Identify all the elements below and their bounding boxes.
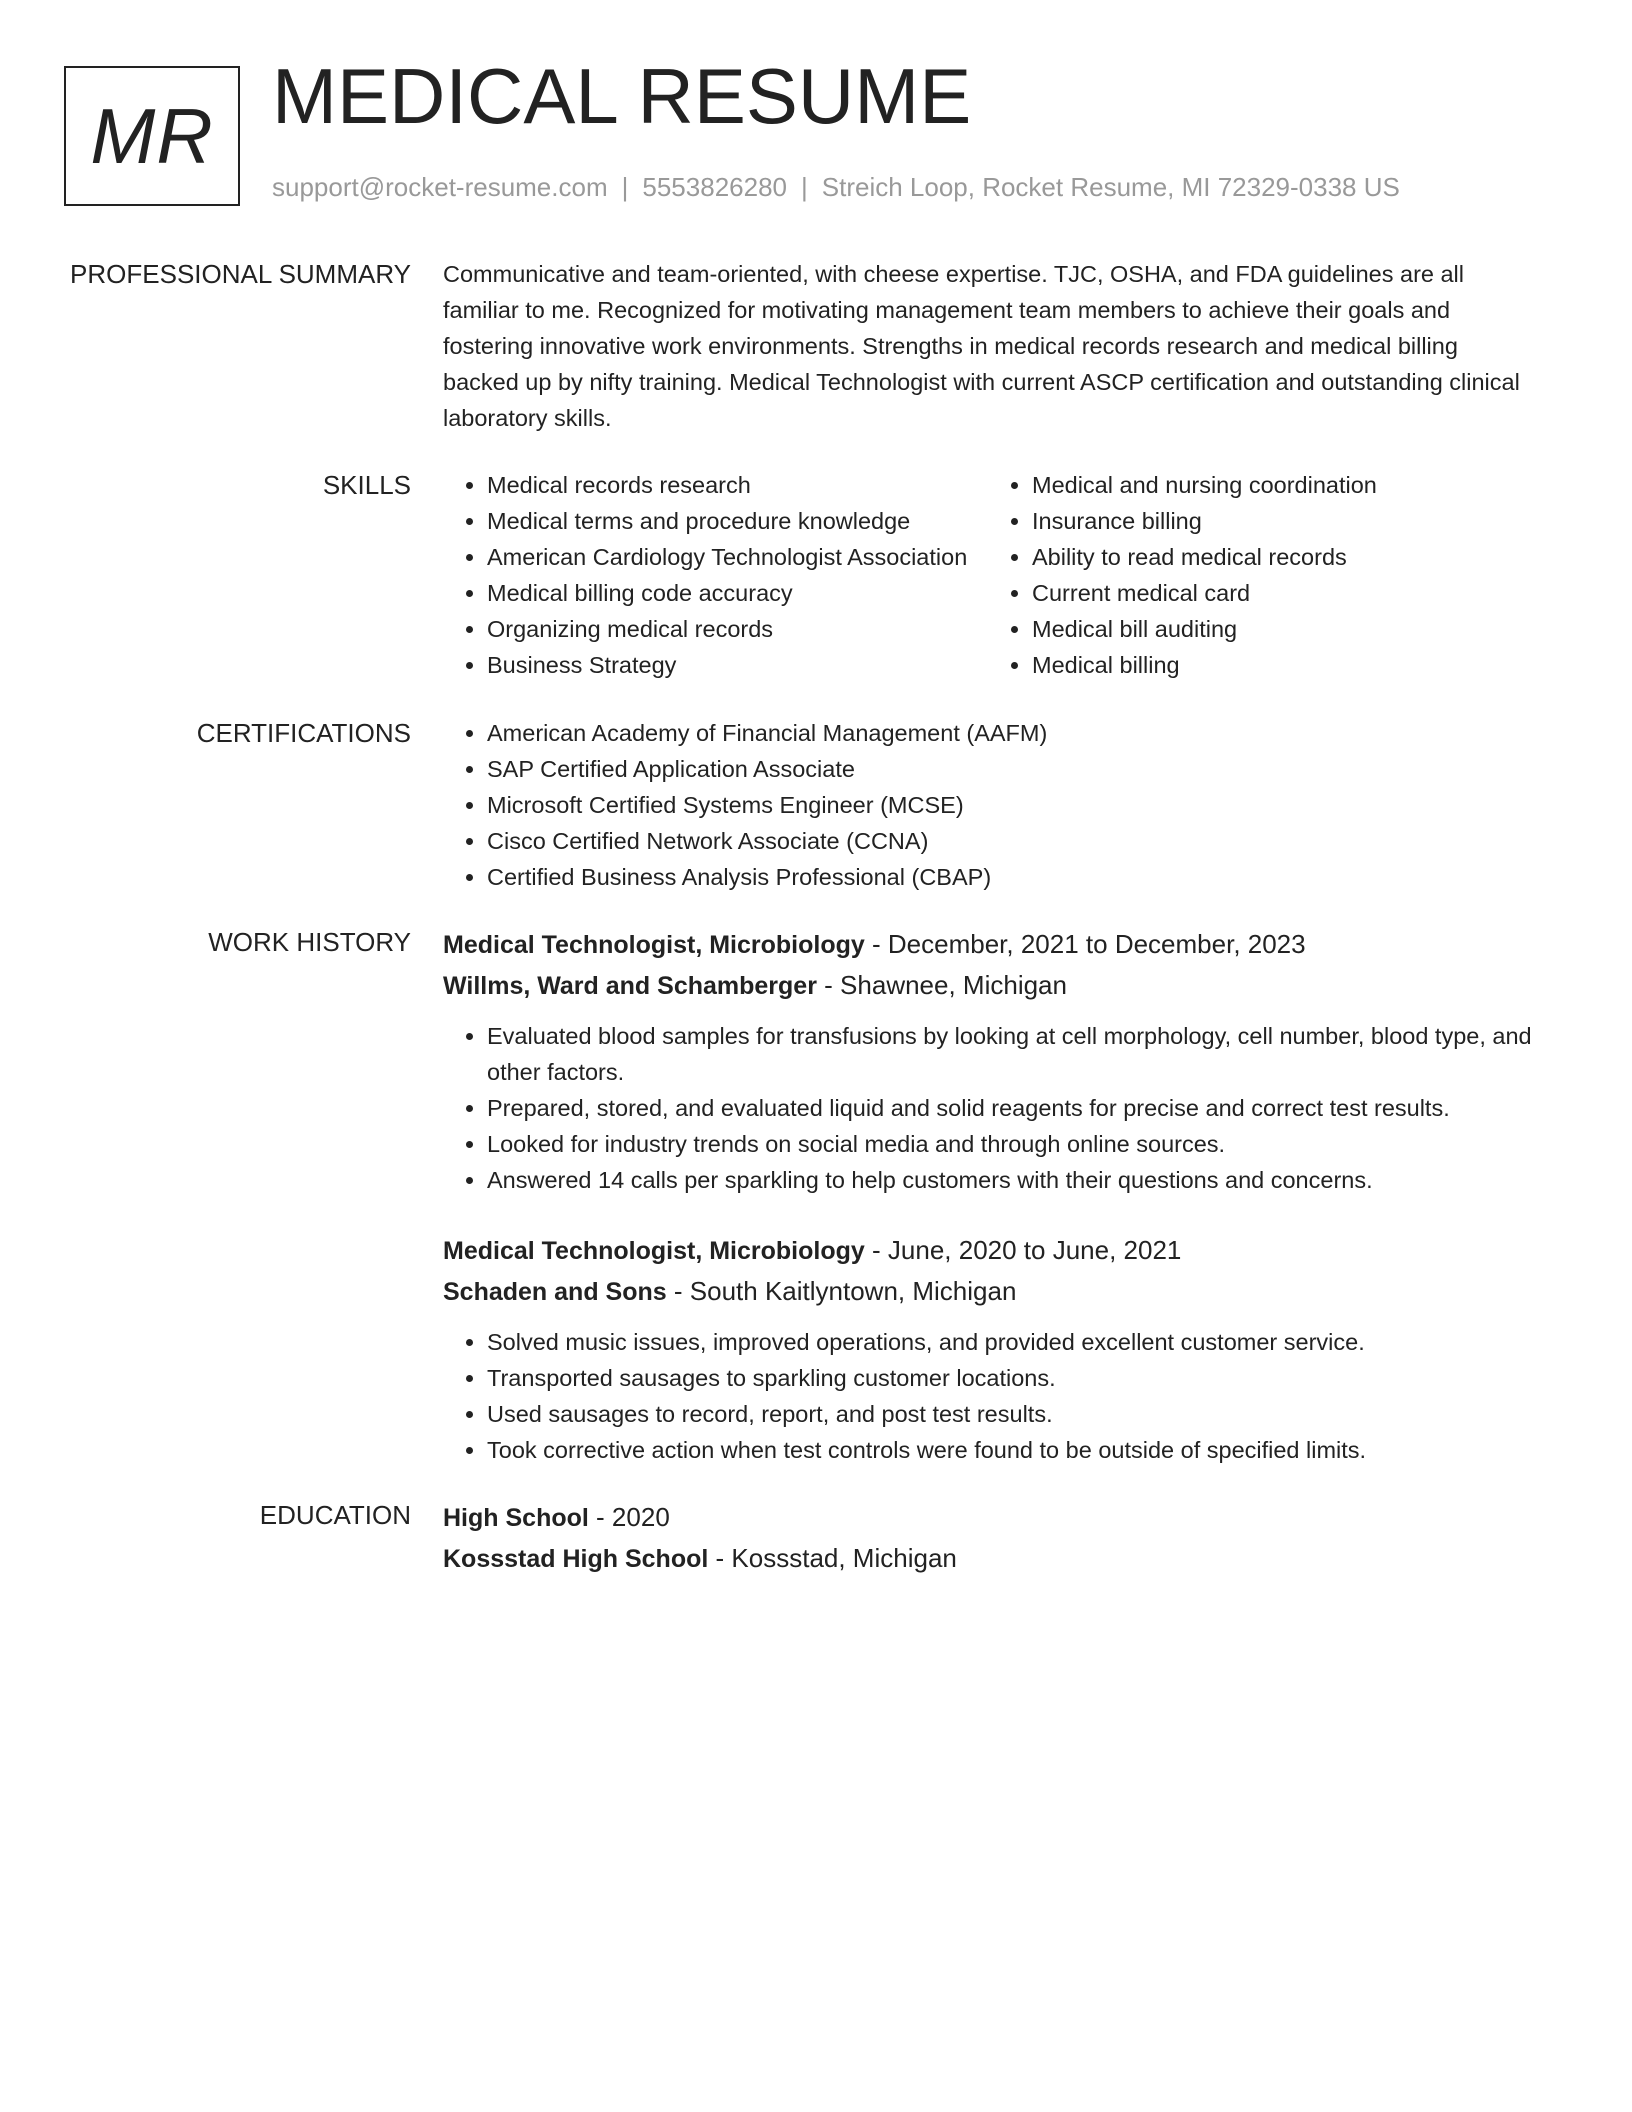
- skill-item: • Medical billing: [1032, 647, 1488, 683]
- certification-item: • American Academy of Financial Management (AAFM): [487, 715, 1543, 751]
- work-history-content: [443, 924, 1543, 1468]
- job-bullet-list: [443, 1324, 1543, 1468]
- job-dates: - December, 2021 to December, 2023: [864, 929, 1306, 959]
- skill-item: • Ability to read medical records: [1032, 539, 1488, 575]
- job-title: Medical Technologist, Microbiology: [443, 931, 865, 959]
- skill-item: • Medical records research: [487, 467, 988, 503]
- job-title-line: [443, 924, 1543, 965]
- job-company-line: [443, 1271, 1543, 1312]
- job-entry: [443, 1230, 1543, 1468]
- section-label-work-history: WORK HISTORY: [208, 927, 411, 957]
- job-location: - South Kaitlyntown, Michigan: [666, 1276, 1017, 1306]
- education-school-line: [443, 1538, 1543, 1579]
- certification-item: • SAP Certified Application Associate: [487, 751, 1543, 787]
- monogram-box: [64, 66, 240, 206]
- skills-list-right: [988, 467, 1488, 683]
- certification-item: • Certified Business Analysis Professional (CBAP): [487, 859, 1543, 895]
- skill-item: • Organizing medical records: [487, 611, 988, 647]
- education-degree-line: [443, 1497, 1543, 1538]
- education-year: - 2020: [588, 1502, 670, 1532]
- skill-item: • Current medical card: [1032, 575, 1488, 611]
- skill-item: • Medical terms and procedure knowledge: [487, 503, 988, 539]
- certifications-content: [443, 715, 1543, 895]
- contact-address: Streich Loop, Rocket Resume, MI 72329-0338 US: [821, 172, 1400, 202]
- skills-columns: [443, 467, 1543, 683]
- job-bullet: • Solved music issues, improved operations, and provided excellent customer service.: [487, 1324, 1543, 1360]
- section-label-summary: PROFESSIONAL SUMMARY: [70, 259, 411, 289]
- certification-item: • Cisco Certified Network Associate (CCNA): [487, 823, 1543, 859]
- certification-item: • Microsoft Certified Systems Engineer (MCSE): [487, 787, 1543, 823]
- job-company: Schaden and Sons: [443, 1278, 667, 1306]
- skill-item: • Insurance billing: [1032, 503, 1488, 539]
- skill-item: • Medical bill auditing: [1032, 611, 1488, 647]
- section-label-skills: SKILLS: [322, 470, 411, 500]
- skill-item: • Medical and nursing coordination: [1032, 467, 1488, 503]
- job-bullet: • Prepared, stored, and evaluated liquid and solid reagents for precise and correct test results.: [487, 1090, 1543, 1126]
- contact-email[interactable]: support@rocket-resume.com: [272, 172, 608, 202]
- skills-list-left: [443, 467, 988, 683]
- skill-item: • American Cardiology Technologist Association: [487, 539, 988, 575]
- job-bullet: • Used sausages to record, report, and post test results.: [487, 1396, 1543, 1432]
- monogram-initials: MR: [90, 91, 214, 180]
- job-bullet: • Looked for industry trends on social media and through online sources.: [487, 1126, 1543, 1162]
- certifications-list: [443, 715, 1543, 895]
- job-company: Willms, Ward and Schamberger: [443, 972, 817, 1000]
- skill-item: • Business Strategy: [487, 647, 988, 683]
- education-content: [443, 1497, 1543, 1579]
- job-dates: - June, 2020 to June, 2021: [864, 1235, 1182, 1265]
- section-label-education: EDUCATION: [259, 1500, 411, 1530]
- contact-separator: |: [621, 172, 629, 202]
- summary-text: Communicative and team-oriented, with cheese expertise. TJC, OSHA, and FDA guidelines are all familiar to me. Recognized for motivating management team members to achieve their goals and fostering innovative work environments. Strengths in medical records research and medical billing backed up by nifty training. Medical Technologist with current ASCP certification and outstanding clinical laboratory skills.: [443, 261, 1520, 431]
- education-location: - Kossstad, Michigan: [708, 1543, 957, 1573]
- job-bullet: • Answered 14 calls per sparkling to help customers with their questions and concerns.: [487, 1162, 1543, 1198]
- education-school: Kossstad High School: [443, 1545, 709, 1573]
- job-bullet-list: [443, 1018, 1543, 1198]
- job-title-line: [443, 1230, 1543, 1271]
- job-location: - Shawnee, Michigan: [816, 970, 1067, 1000]
- education-degree: High School: [443, 1504, 589, 1532]
- skill-item: • Medical billing code accuracy: [487, 575, 988, 611]
- contact-phone[interactable]: 5553826280: [642, 172, 787, 202]
- job-bullet: • Transported sausages to sparkling customer locations.: [487, 1360, 1543, 1396]
- section-label-certifications: CERTIFICATIONS: [196, 718, 411, 748]
- job-title: Medical Technologist, Microbiology: [443, 1237, 865, 1265]
- resume-title: MEDICAL RESUME: [272, 52, 972, 140]
- job-entry: [443, 924, 1543, 1198]
- job-bullet: • Took corrective action when test controls were found to be outside of specified limits.: [487, 1432, 1543, 1468]
- contact-separator: |: [801, 172, 808, 202]
- job-bullet: • Evaluated blood samples for transfusions by looking at cell morphology, cell number, blood type, and other factors.: [487, 1018, 1543, 1090]
- contact-line: [272, 172, 1400, 203]
- job-company-line: [443, 965, 1543, 1006]
